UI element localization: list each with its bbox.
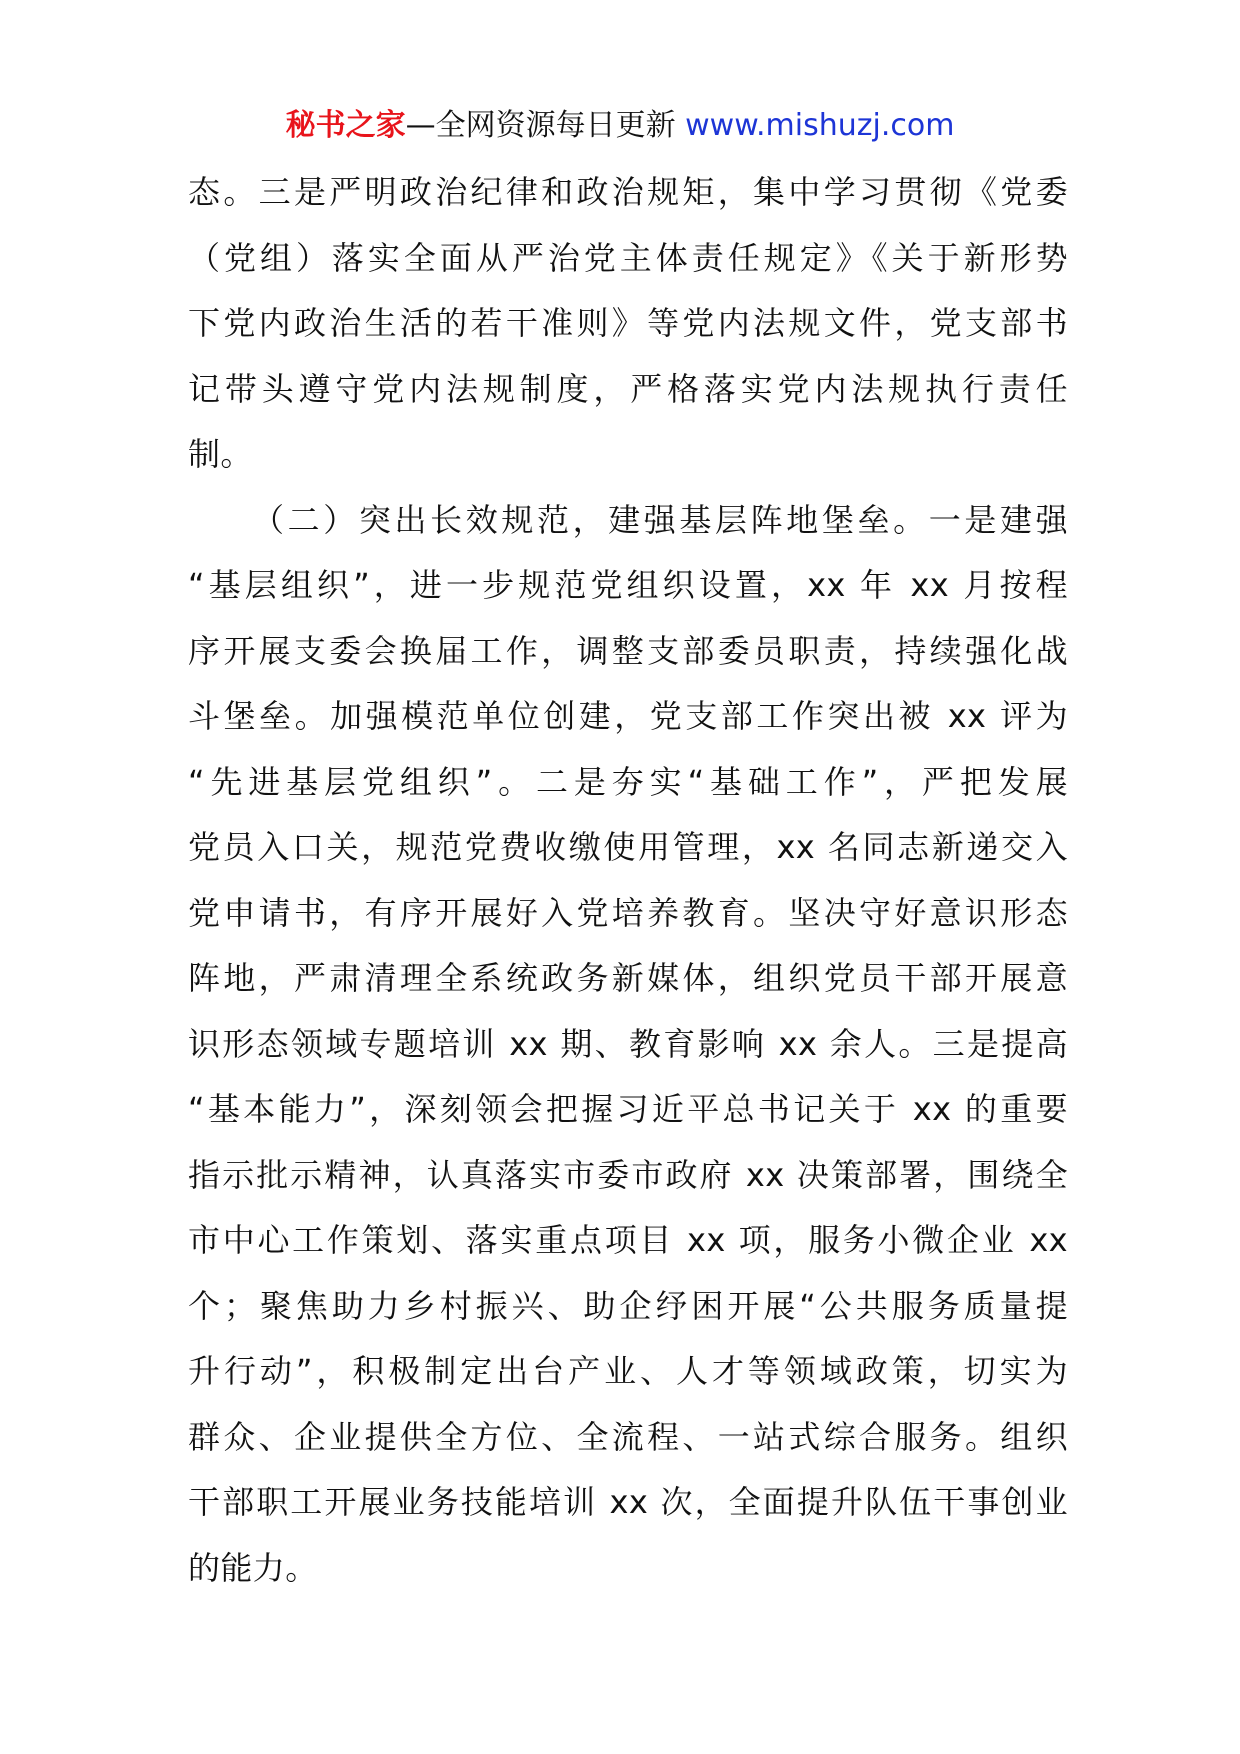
paragraph	[188, 160, 1068, 488]
paragraph	[188, 488, 1068, 1602]
text-line: 制。	[188, 435, 253, 473]
text-line: 下党内政治生活的若干准则》等党内法规文件，党支部书	[188, 304, 1068, 342]
text-line: 记带头遵守党内法规制度，严格落实党内法规执行责任	[188, 369, 1068, 408]
text-line: 的能力。	[188, 1548, 318, 1587]
text-line: 态。三是严明政治纪律和政治规矩，集中学习贯彻《党委	[188, 173, 1068, 211]
text-line: 序开展支委会换届工作，调整支部委员职责，持续强化战	[188, 631, 1068, 670]
text-line: “基本能力”，深刻领会把握习近平总书记关于 xx 的重要	[188, 1090, 1068, 1128]
text-line: 个；聚焦助力乡村振兴、助企纾困开展“公共服务质量提	[188, 1286, 1068, 1325]
text-line: 干部职工开展业务技能培训 xx 次，全面提升队伍干事创业	[188, 1483, 1068, 1521]
text-line: 党申请书，有序开展好入党培养教育。坚决守好意识形态	[188, 893, 1068, 932]
text-line: 阵地，严肃清理全系统政务新媒体，组织党员干部开展意	[188, 959, 1068, 997]
text-line: 市中心工作策划、落实重点项目 xx 项，服务小微企业 xx	[188, 1221, 1068, 1259]
text-line: “基层组织”，进一步规范党组织设置，xx 年 xx 月按程	[188, 566, 1068, 604]
site-header	[0, 98, 1240, 154]
document-body	[188, 160, 1068, 1601]
text-line: 群众、企业提供全方位、全流程、一站式综合服务。组织	[188, 1417, 1068, 1456]
text-line: （党组）落实全面从严治党主体责任规定》《关于新形势	[188, 238, 1068, 277]
text-line: 斗堡垒。加强模范单位创建，党支部工作突出被 xx 评为	[188, 697, 1068, 735]
text-line: 升行动”，积极制定出台产业、人才等领域政策，切实为	[188, 1352, 1068, 1390]
text-line: （二）突出长效规范，建强基层阵地堡垒。一是建强	[252, 500, 1068, 539]
text-line: “先进基层党组织”。二是夯实“基础工作”，严把发展	[188, 762, 1068, 801]
site-url[interactable]: www.mishuzj.com	[685, 108, 955, 143]
text-line: 党员入口关，规范党费收缴使用管理，xx 名同志新递交入	[188, 828, 1068, 866]
text-line: 指示批示精神，认真落实市委市政府 xx 决策部署，围绕全	[188, 1155, 1068, 1194]
site-brand: 秘书之家	[285, 108, 406, 143]
site-tagline: —全网资源每日更新	[405, 108, 676, 143]
text-line: 识形态领域专题培训 xx 期、教育影响 xx 余人。三是提高	[188, 1024, 1068, 1063]
